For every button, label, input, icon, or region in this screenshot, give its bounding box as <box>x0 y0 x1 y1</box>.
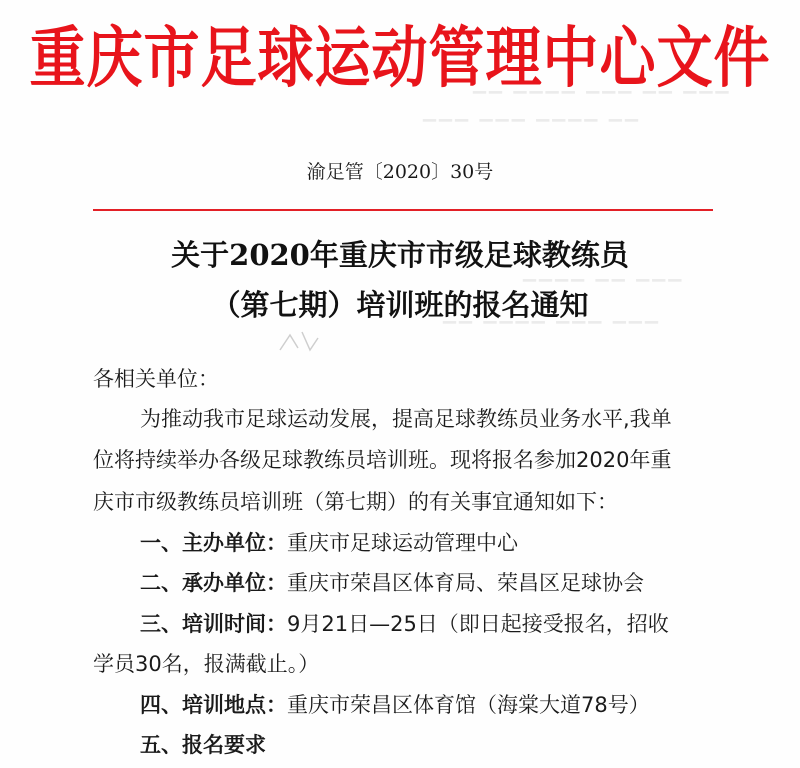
list-item-training-location <box>140 689 650 719</box>
faint-mark-icon <box>270 320 330 360</box>
item-label: 三、培训时间： <box>140 612 287 636</box>
bleed-through-text: ▔▔▔ ▔▔ ▔▔▔ ▔▔▔▔ ▔▔ <box>470 92 729 112</box>
notice-title-line1: 关于2020年重庆市市级足球教练员 <box>171 238 629 272</box>
document-number: 渝足管〔2020〕30号 <box>306 161 494 183</box>
paragraph-line: 位将持续举办各级足球教练员培训班。现将报名参加2020年重 <box>93 448 672 472</box>
list-item-training-time <box>140 608 669 638</box>
item-label: 四、培训地点： <box>140 693 287 717</box>
paragraph-line: 庆市市级教练员培训班（第七期）的有关事宜通知如下： <box>93 490 618 514</box>
list-item-organizer <box>140 527 518 557</box>
item-label: 二、承办单位： <box>140 571 287 595</box>
item-value: 重庆市足球运动管理中心 <box>287 531 518 555</box>
item-value: 重庆市荣昌区体育局、荣昌区足球协会 <box>287 571 644 595</box>
issuer-header: 重庆市足球运动管理中心文件 <box>29 20 771 97</box>
red-divider-line <box>93 209 713 211</box>
list-item-training-time-continued: 学员30名，报满截止。） <box>93 652 320 676</box>
item-label: 五、报名要求 <box>140 733 266 757</box>
item-value: 重庆市荣昌区体育馆（海棠大道78号） <box>287 693 650 717</box>
item-value: 9月21日—25日（即日起接受报名，招收 <box>287 612 669 636</box>
salutation: 各相关单位： <box>93 367 219 391</box>
list-item-registration-requirements <box>140 729 266 759</box>
bleed-through-text: ▔▔▔ ▔▔ ▔▔▔▔ <box>520 280 682 300</box>
notice-title-line2: （第七期）培训班的报名通知 <box>211 288 589 322</box>
list-item-co-organizer <box>140 567 644 597</box>
paragraph-line: 为推动我市足球运动发展，提高足球教练员业务水平,我单 <box>140 407 672 431</box>
item-label: 一、主办单位： <box>140 531 287 555</box>
bleed-through-text: ▔▔▔ ▔▔▔ ▔▔▔▔ ▔▔ <box>440 322 659 342</box>
bleed-through-text: ▔▔ ▔▔▔▔ ▔▔▔ ▔▔▔ <box>420 120 639 140</box>
